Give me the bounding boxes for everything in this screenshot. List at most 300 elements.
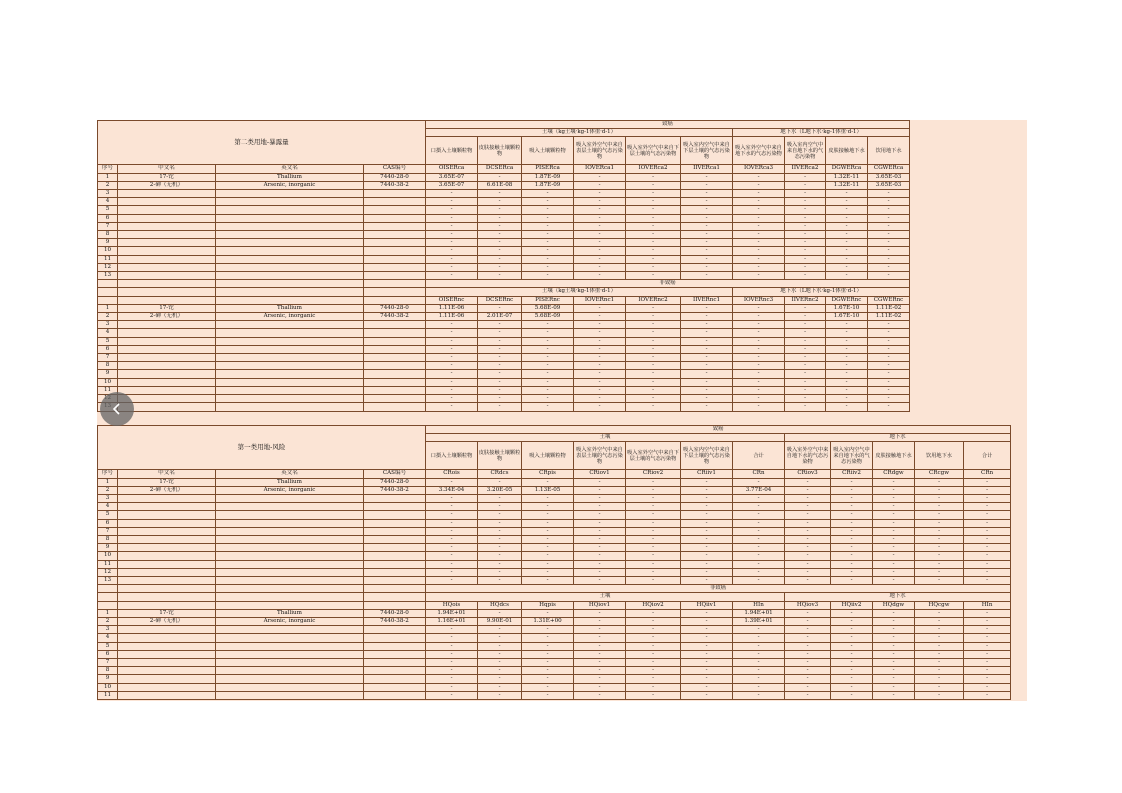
value-cell: 3.65E-07 (426, 173, 478, 181)
empty-cell (118, 272, 216, 280)
table-row (98, 255, 910, 263)
value-cell: - (915, 495, 964, 503)
parameter-code: CRiov1 (574, 470, 626, 478)
empty-cell (216, 536, 364, 544)
value-cell: 5.68E-09 (522, 313, 574, 321)
value-cell: - (426, 354, 478, 362)
value-cell: - (626, 354, 681, 362)
parameter-code: DCSERca (478, 165, 522, 173)
back-button[interactable] (100, 392, 134, 426)
parameter-code: CRpis (522, 470, 574, 478)
value-cell: - (522, 255, 574, 263)
value-cell: - (574, 642, 626, 650)
value-cell: - (785, 618, 831, 626)
value-cell: - (915, 618, 964, 626)
value-cell: - (873, 519, 915, 527)
value-cell: - (574, 544, 626, 552)
row-index: 8 (98, 536, 118, 544)
value-cell: - (681, 198, 733, 206)
empty-cell (118, 247, 216, 255)
value-cell: - (733, 642, 785, 650)
value-cell: - (426, 198, 478, 206)
value-cell: - (785, 206, 826, 214)
value-cell: - (873, 618, 915, 626)
value-cell: - (426, 650, 478, 658)
empty-cell (216, 354, 364, 362)
empty-cell (118, 503, 216, 511)
value-cell: - (626, 568, 681, 576)
column-code-row (98, 165, 910, 173)
empty-cell (364, 577, 426, 585)
value-cell: - (626, 626, 681, 634)
value-cell: - (681, 181, 733, 189)
pathway-header: 吸入室外空气中来自表层土壤的气态污染物 (574, 137, 626, 165)
empty-cell (118, 544, 216, 552)
value-cell: - (785, 304, 826, 312)
value-cell: - (626, 329, 681, 337)
value-cell: - (785, 486, 831, 494)
value-cell: - (574, 263, 626, 271)
value-cell: - (478, 642, 522, 650)
value-cell: - (831, 667, 873, 675)
empty-cell (118, 675, 216, 683)
empty-cell (216, 370, 364, 378)
empty-cell (118, 190, 216, 198)
value-cell: - (915, 536, 964, 544)
value-cell: - (733, 181, 785, 189)
value-cell: - (868, 255, 910, 263)
pathway-header: 吸入室外空气中来自下层土壤的气态污染物 (626, 442, 681, 470)
row-index: 3 (98, 495, 118, 503)
value-cell: - (826, 337, 868, 345)
empty-cell (364, 362, 426, 370)
empty-cell (216, 683, 364, 691)
row-index: 9 (98, 675, 118, 683)
table-row (98, 552, 1011, 560)
table-row (98, 239, 910, 247)
value-cell: - (681, 544, 733, 552)
pathway-header: 饮用地下水 (868, 137, 910, 165)
value-cell: - (478, 519, 522, 527)
empty-cell (364, 395, 426, 403)
chemical-cas: 7440-28-0 (364, 173, 426, 181)
row-index: 1 (98, 609, 118, 617)
value-cell: - (478, 675, 522, 683)
chemical-cn: 2-砷（无机） (118, 486, 216, 494)
value-cell: - (426, 255, 478, 263)
pathway-header: 吸入室外空气中来自表层土壤的气态污染物 (574, 442, 626, 470)
chemical-en: Arsenic, inorganic (216, 181, 364, 189)
table-row (98, 337, 910, 345)
value-cell: - (681, 667, 733, 675)
value-cell: - (873, 650, 915, 658)
value-cell: - (574, 675, 626, 683)
pathway-header: 合计 (733, 442, 785, 470)
value-cell: - (522, 626, 574, 634)
value-cell: - (626, 247, 681, 255)
pathway-header: 吸入室内空气中来自下层土壤的气态污染物 (681, 137, 733, 165)
value-cell: - (733, 173, 785, 181)
value-cell: - (574, 568, 626, 576)
value-cell: - (426, 478, 478, 486)
value-cell: - (574, 650, 626, 658)
pathway-header: 皮肤接触地下水 (873, 442, 915, 470)
value-cell: - (626, 642, 681, 650)
value-cell: - (733, 378, 785, 386)
empty-cell (118, 354, 216, 362)
value-cell: - (478, 337, 522, 345)
empty-cell (118, 560, 216, 568)
value-cell: - (681, 642, 733, 650)
value-cell: - (826, 214, 868, 222)
value-cell: - (873, 544, 915, 552)
value-cell: - (785, 345, 826, 353)
value-cell: - (426, 378, 478, 386)
value-cell: - (574, 370, 626, 378)
value-cell: - (426, 386, 478, 394)
empty-cell (118, 280, 216, 288)
table-row (98, 378, 910, 386)
row-index: 6 (98, 214, 118, 222)
value-cell: - (626, 362, 681, 370)
value-cell: - (626, 618, 681, 626)
value-cell: - (868, 206, 910, 214)
value-cell: - (915, 552, 964, 560)
value-cell: - (733, 263, 785, 271)
parameter-code: IOVERnc2 (626, 296, 681, 304)
value-cell: - (964, 609, 1011, 617)
value-cell: - (873, 577, 915, 585)
value-cell: - (626, 519, 681, 527)
value-cell: - (681, 519, 733, 527)
value-cell: - (574, 683, 626, 691)
value-cell: - (873, 527, 915, 535)
empty-cell (364, 503, 426, 511)
table-row (98, 568, 1011, 576)
value-cell: - (478, 206, 522, 214)
table-row (98, 370, 910, 378)
chevron-left-icon (110, 402, 124, 416)
value-cell: - (574, 313, 626, 321)
value-cell: - (478, 626, 522, 634)
parameter-code: CRiiv2 (831, 470, 873, 478)
value-cell: - (522, 609, 574, 617)
value-cell: - (426, 190, 478, 198)
value-cell: - (785, 403, 826, 411)
value-cell: - (826, 231, 868, 239)
value-cell: - (733, 478, 785, 486)
value-cell: - (522, 345, 574, 353)
chemical-en: Thallium (216, 609, 364, 617)
empty-cell (216, 296, 364, 304)
value-cell: - (915, 568, 964, 576)
pathway-header: 合计 (964, 442, 1011, 470)
empty-cell (118, 626, 216, 634)
value-cell: - (478, 691, 522, 699)
value-cell: - (681, 329, 733, 337)
value-cell: - (733, 231, 785, 239)
value-cell: - (478, 378, 522, 386)
value-cell: - (574, 354, 626, 362)
value-cell: - (873, 667, 915, 675)
section-title: 第一类用地-风险 (98, 426, 426, 470)
value-cell: - (733, 634, 785, 642)
value-cell: - (831, 486, 873, 494)
value-cell: - (915, 675, 964, 683)
empty-cell (364, 511, 426, 519)
value-cell: - (426, 511, 478, 519)
value-cell: - (964, 544, 1011, 552)
value-cell: - (574, 536, 626, 544)
soil-group-header: 土壤（kg土壤·kg-1体重·d-1） (426, 129, 733, 137)
value-cell: - (733, 511, 785, 519)
value-cell: - (826, 362, 868, 370)
value-cell: - (626, 313, 681, 321)
empty-cell (118, 296, 216, 304)
table-row (98, 495, 1011, 503)
value-cell: - (522, 239, 574, 247)
value-cell: - (733, 683, 785, 691)
value-cell: - (733, 577, 785, 585)
parameter-code: HQois (426, 601, 478, 609)
value-cell: - (785, 519, 831, 527)
empty-cell (216, 222, 364, 230)
value-cell: - (478, 650, 522, 658)
value-cell: - (626, 659, 681, 667)
empty-cell (118, 683, 216, 691)
col-index-header: 序号 (98, 470, 118, 478)
table-row (98, 206, 910, 214)
value-cell: - (626, 486, 681, 494)
parameter-code: IOVERnc3 (733, 296, 785, 304)
value-cell: - (426, 577, 478, 585)
value-cell: - (733, 386, 785, 394)
value-cell: - (478, 354, 522, 362)
value-cell: - (478, 503, 522, 511)
value-cell: - (426, 519, 478, 527)
value-cell: 1.11E-06 (426, 313, 478, 321)
empty-cell (118, 378, 216, 386)
empty-cell (216, 280, 364, 288)
value-cell: - (785, 495, 831, 503)
value-cell: - (733, 560, 785, 568)
value-cell: - (831, 544, 873, 552)
empty-cell (364, 552, 426, 560)
row-index: 11 (98, 691, 118, 699)
parameter-code: IIVERca2 (785, 165, 826, 173)
value-cell: - (522, 577, 574, 585)
value-cell: - (785, 263, 826, 271)
value-cell: - (733, 552, 785, 560)
value-cell: - (574, 519, 626, 527)
value-cell: 1.11E-02 (868, 304, 910, 312)
value-cell: - (478, 495, 522, 503)
chemical-cn: 2-砷（无机） (118, 313, 216, 321)
value-cell: - (626, 667, 681, 675)
value-cell: - (626, 263, 681, 271)
value-cell: - (522, 222, 574, 230)
empty-cell (364, 626, 426, 634)
value-cell: - (873, 511, 915, 519)
value-cell: - (873, 486, 915, 494)
value-cell: - (915, 503, 964, 511)
value-cell: - (873, 552, 915, 560)
value-cell: 1.32E-11 (826, 181, 868, 189)
empty-cell (118, 568, 216, 576)
pathway-header: 口摄入土壤颗粒物 (426, 137, 478, 165)
pathway-header: 吸入室外空气中来自地下水的气态污染物 (785, 442, 831, 470)
value-cell: 1.87E-09 (522, 173, 574, 181)
value-cell: - (522, 683, 574, 691)
value-cell: - (681, 313, 733, 321)
value-cell: - (681, 304, 733, 312)
parameter-code: CRdgw (873, 470, 915, 478)
value-cell: - (915, 667, 964, 675)
value-cell: - (522, 650, 574, 658)
value-cell: - (426, 552, 478, 560)
value-cell: - (831, 577, 873, 585)
table-row (98, 642, 1011, 650)
empty-cell (216, 577, 364, 585)
value-cell: - (785, 181, 826, 189)
carcinogenic-header: 致癌 (426, 426, 1011, 434)
value-cell: - (868, 263, 910, 271)
value-cell: - (574, 386, 626, 394)
value-cell: - (626, 239, 681, 247)
value-cell: - (626, 304, 681, 312)
empty-cell (118, 386, 216, 394)
empty-cell (216, 190, 364, 198)
value-cell: - (785, 222, 826, 230)
value-cell: - (574, 198, 626, 206)
empty-cell (364, 691, 426, 699)
value-cell: 1.39E+01 (733, 618, 785, 626)
value-cell: - (522, 370, 574, 378)
chemical-cn: 17-铊 (118, 478, 216, 486)
empty-cell (216, 552, 364, 560)
value-cell: - (733, 659, 785, 667)
value-cell: - (478, 683, 522, 691)
table-row (98, 214, 910, 222)
value-cell: - (873, 683, 915, 691)
value-cell: - (868, 362, 910, 370)
empty-cell (118, 601, 216, 609)
value-cell: - (964, 495, 1011, 503)
value-cell: - (478, 255, 522, 263)
value-cell: - (522, 544, 574, 552)
value-cell: - (831, 650, 873, 658)
value-cell: - (522, 511, 574, 519)
table-row (98, 198, 910, 206)
value-cell: - (478, 478, 522, 486)
empty-cell (118, 536, 216, 544)
empty-cell (216, 395, 364, 403)
value-cell: - (574, 247, 626, 255)
row-index: 13 (98, 272, 118, 280)
value-cell: - (574, 255, 626, 263)
empty-cell (364, 214, 426, 222)
table-row (98, 667, 1011, 675)
groundwater-group-header: 地下水（L地下水·kg-1体重·d-1） (733, 288, 910, 296)
chemical-en: Thallium (216, 478, 364, 486)
table-row (98, 519, 1011, 527)
value-cell: 3.20E-05 (478, 486, 522, 494)
value-cell: - (574, 337, 626, 345)
value-cell: - (522, 478, 574, 486)
table-row (98, 321, 910, 329)
row-index: 10 (98, 552, 118, 560)
value-cell: - (574, 345, 626, 353)
value-cell: - (626, 552, 681, 560)
empty-cell (364, 593, 426, 601)
value-cell: - (426, 337, 478, 345)
empty-cell (364, 403, 426, 411)
value-cell: - (478, 222, 522, 230)
empty-cell (118, 659, 216, 667)
table-row (98, 329, 910, 337)
value-cell: - (964, 642, 1011, 650)
value-cell: - (626, 511, 681, 519)
chemical-cn: 2-砷（无机） (118, 181, 216, 189)
value-cell: - (626, 650, 681, 658)
parameter-code: IIVERca1 (681, 165, 733, 173)
empty-cell (98, 280, 118, 288)
parameter-code: HIn (964, 601, 1011, 609)
value-cell: - (426, 691, 478, 699)
value-cell: - (626, 378, 681, 386)
value-cell: - (868, 222, 910, 230)
value-cell: - (681, 626, 733, 634)
value-cell: - (733, 370, 785, 378)
empty-cell (216, 511, 364, 519)
value-cell: - (426, 634, 478, 642)
chemical-cas: 7440-38-2 (364, 181, 426, 189)
empty-cell (98, 601, 118, 609)
value-cell: - (873, 642, 915, 650)
value-cell: - (426, 231, 478, 239)
value-cell: - (426, 362, 478, 370)
value-cell: - (831, 675, 873, 683)
empty-cell (216, 403, 364, 411)
empty-cell (118, 263, 216, 271)
value-cell: - (426, 659, 478, 667)
value-cell: - (873, 495, 915, 503)
value-cell: - (681, 354, 733, 362)
value-cell: - (831, 626, 873, 634)
value-cell: 3.65E-03 (868, 181, 910, 189)
empty-cell (216, 593, 364, 601)
value-cell: - (522, 247, 574, 255)
value-cell: - (868, 239, 910, 247)
empty-cell (364, 190, 426, 198)
parameter-code: DGWERca (826, 165, 868, 173)
value-cell: - (681, 478, 733, 486)
row-index: 2 (98, 486, 118, 494)
chemical-cn: 17-铊 (118, 609, 216, 617)
value-cell: - (733, 255, 785, 263)
value-cell: - (522, 329, 574, 337)
value-cell: - (626, 495, 681, 503)
value-cell: - (868, 345, 910, 353)
empty-cell (216, 386, 364, 394)
value-cell: - (826, 386, 868, 394)
value-cell: - (826, 255, 868, 263)
empty-cell (216, 206, 364, 214)
table-row (98, 173, 910, 181)
parameter-code: HQiov1 (574, 601, 626, 609)
empty-cell (216, 495, 364, 503)
table-row (98, 560, 1011, 568)
